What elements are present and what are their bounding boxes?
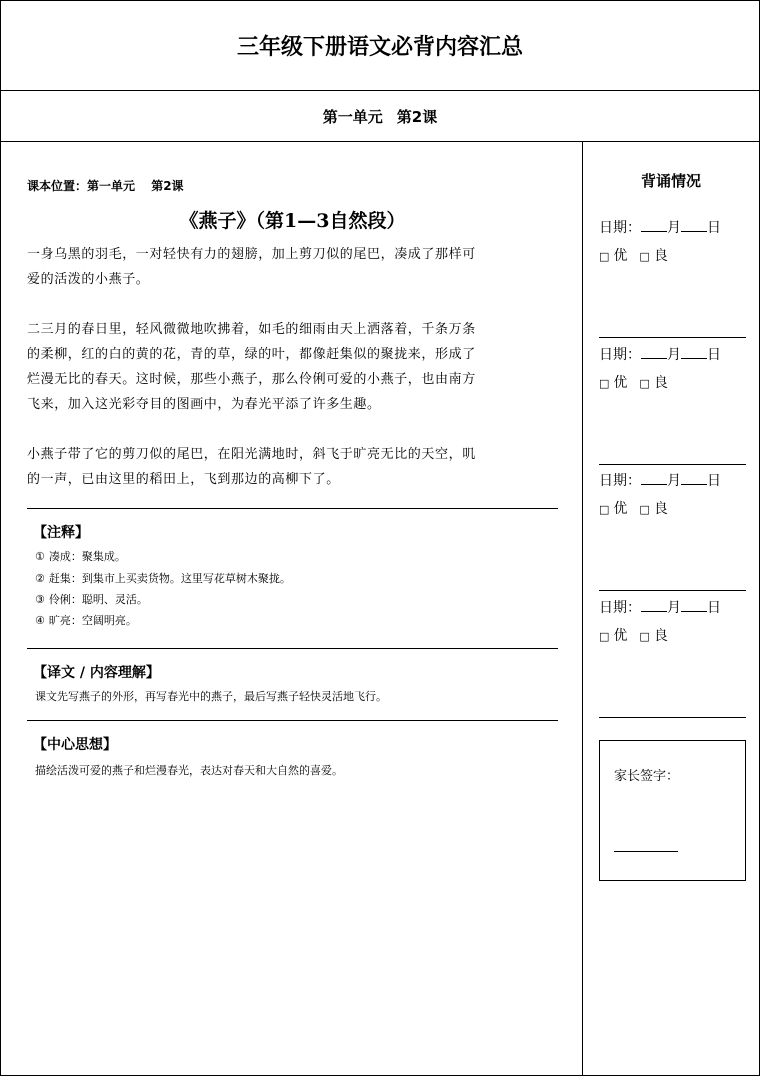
parent-signature-box[interactable] <box>599 740 746 881</box>
day-blank[interactable] <box>681 599 707 612</box>
date-label: 日期： <box>599 220 641 236</box>
note-item <box>35 591 148 607</box>
month-label: 月 <box>667 473 681 489</box>
paragraph-line: 二三月的春日里，轻风微微地吹拂着，如毛的细雨由天上洒落着，千条万条 <box>27 322 476 337</box>
paragraph-line: 飞来，加入这光彩夺目的图画中，为春光平添了许多生趣。 <box>27 397 381 412</box>
day-label: 日 <box>707 600 721 616</box>
record-divider <box>599 464 746 465</box>
note-number: ① <box>35 550 45 563</box>
note-text: 凑成：聚集成。 <box>48 550 126 563</box>
checkbox-icon[interactable]: □ <box>639 250 650 263</box>
translation-text: 课文先写燕子的外形，再写春光中的燕子，最后写燕子轻快灵活地飞行。 <box>35 690 387 703</box>
recitation-title: 背诵情况 <box>640 172 701 190</box>
section-divider <box>27 720 558 721</box>
grade-good-label: 良 <box>653 248 668 264</box>
month-label: 月 <box>667 600 681 616</box>
paragraph-line: 一身乌黑的羽毛，一对轻快有力的翅膀，加上剪刀似的尾巴，凑成了那样可 <box>27 247 476 262</box>
month-blank[interactable] <box>641 219 667 232</box>
day-blank[interactable] <box>681 346 707 359</box>
note-item <box>35 570 291 586</box>
textbook-location <box>27 177 184 194</box>
checkbox-icon[interactable]: □ <box>599 250 610 263</box>
checkbox-icon[interactable]: □ <box>639 503 650 516</box>
note-text: 赶集：到集市上买卖货物。这里写花草树木聚拢。 <box>48 572 291 585</box>
grade-good-label: 良 <box>653 628 668 644</box>
date-field[interactable] <box>599 217 721 237</box>
record-divider <box>599 717 746 718</box>
unit-label: 第一单元 <box>322 107 383 126</box>
grade-excellent-label: 优 <box>613 248 628 264</box>
month-blank[interactable] <box>641 346 667 359</box>
checkbox-icon[interactable]: □ <box>599 630 610 643</box>
date-field[interactable] <box>599 344 721 364</box>
theme-text: 描绘活泼可爱的燕子和烂漫春光，表达对春天和大自然的喜爱。 <box>35 764 343 777</box>
location-lesson: 第2课 <box>151 179 184 193</box>
date-label: 日期： <box>599 473 641 489</box>
note-item <box>35 612 137 628</box>
paragraph-3 <box>27 442 558 492</box>
column-divider <box>582 142 583 1075</box>
translation-heading: 【译文 / 内容理解】 <box>33 665 160 681</box>
date-field[interactable] <box>599 597 721 617</box>
paragraph-line: 的一声，已由这里的稻田上，飞到那边的高柳下了。 <box>27 472 340 487</box>
paragraph-line: 的柔柳，红的白的黄的花，青的草，绿的叶，都像赶集似的聚拢来，形成了 <box>27 347 476 362</box>
signature-line[interactable] <box>614 851 678 852</box>
grade-options <box>599 245 668 265</box>
lesson-label: 第2课 <box>396 107 438 126</box>
day-blank[interactable] <box>681 219 707 232</box>
note-number: ③ <box>35 593 45 606</box>
checkbox-icon[interactable]: □ <box>599 503 610 516</box>
record-divider <box>599 590 746 591</box>
grade-excellent-label: 优 <box>613 628 628 644</box>
unit-lesson-row <box>1 91 759 142</box>
theme-heading: 【中心思想】 <box>33 737 117 753</box>
note-item <box>35 548 126 564</box>
page-title: 三年级下册语文必背内容汇总 <box>1 1 759 91</box>
paragraph-1 <box>27 242 558 292</box>
note-text: 伶俐：聪明、灵活。 <box>48 593 148 606</box>
lesson-title: 《燕子》（第1—3自然段） <box>179 210 406 232</box>
grade-options <box>599 625 668 645</box>
note-text: 旷亮：空阔明亮。 <box>48 614 137 627</box>
paragraph-2 <box>27 317 558 417</box>
grade-options <box>599 372 668 392</box>
month-blank[interactable] <box>641 599 667 612</box>
grade-good-label: 良 <box>653 501 668 517</box>
grade-options <box>599 498 668 518</box>
paragraph-line: 小燕子带了它的剪刀似的尾巴，在阳光满地时，斜飞于旷亮无比的天空，叽 <box>27 447 476 462</box>
day-label: 日 <box>707 220 721 236</box>
location-label: 课本位置：第一单元 <box>27 179 136 193</box>
section-divider <box>27 508 558 509</box>
paragraph-line: 爱的活泼的小燕子。 <box>27 272 150 287</box>
paragraph-line: 烂漫无比的春天。这时候，那些小燕子，那么伶俐可爱的小燕子，也由南方 <box>27 372 476 387</box>
date-label: 日期： <box>599 600 641 616</box>
month-blank[interactable] <box>641 472 667 485</box>
section-divider <box>27 648 558 649</box>
checkbox-icon[interactable]: □ <box>639 377 650 390</box>
date-field[interactable] <box>599 470 721 490</box>
grade-good-label: 良 <box>653 375 668 391</box>
checkbox-icon[interactable]: □ <box>599 377 610 390</box>
day-label: 日 <box>707 473 721 489</box>
day-blank[interactable] <box>681 472 707 485</box>
date-label: 日期： <box>599 347 641 363</box>
grade-excellent-label: 优 <box>613 375 628 391</box>
grade-excellent-label: 优 <box>613 501 628 517</box>
month-label: 月 <box>667 347 681 363</box>
checkbox-icon[interactable]: □ <box>639 630 650 643</box>
parent-signature-label: 家长签字： <box>614 769 680 784</box>
note-number: ② <box>35 572 45 585</box>
notes-heading: 【注释】 <box>33 525 89 541</box>
day-label: 日 <box>707 347 721 363</box>
note-number: ④ <box>35 614 45 627</box>
record-divider <box>599 337 746 338</box>
month-label: 月 <box>667 220 681 236</box>
